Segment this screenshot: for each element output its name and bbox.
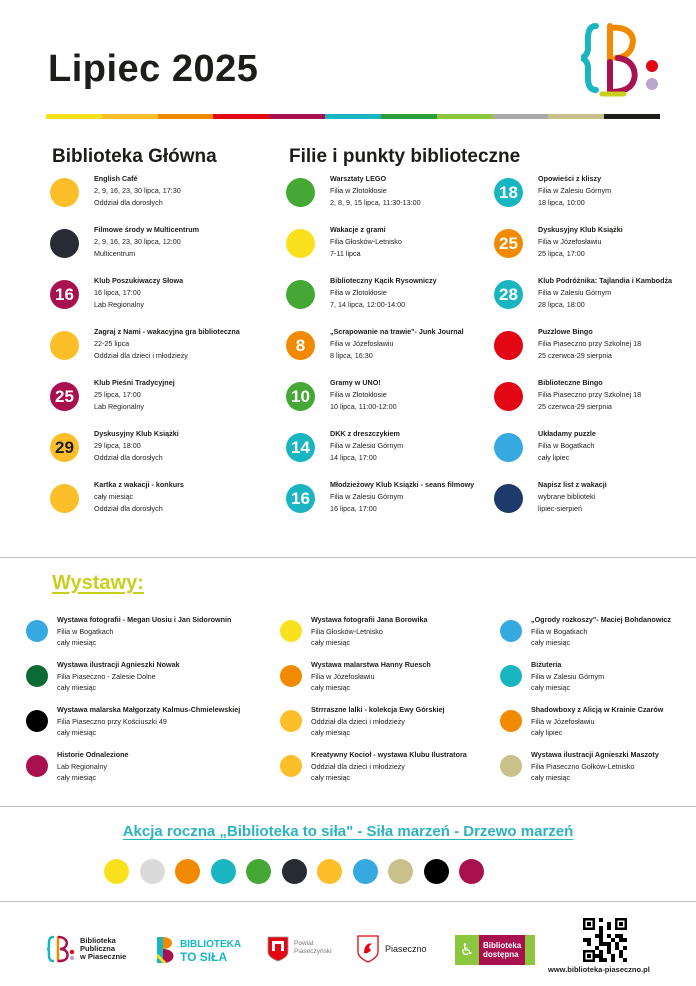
exhibition-line: Filia Piaseczno Gołków-Letnisko (531, 761, 635, 771)
exhibition-dot (280, 755, 302, 777)
exhibition-dot (26, 665, 48, 687)
event-line: cały miesiąc (94, 492, 134, 501)
exhibition-item[interactable] (500, 659, 604, 694)
event-item[interactable] (50, 428, 179, 464)
event-item[interactable] (286, 428, 403, 464)
event-line: 2, 9, 16, 23, 30 lipca, 12:00 (94, 237, 181, 246)
event-name: Dyskusyjny Klub Książki (538, 225, 623, 234)
exhibition-item[interactable] (280, 704, 444, 739)
event-details (330, 479, 474, 515)
event-date-dot: 14 (286, 433, 315, 462)
piaseczno-coat-of-arms-icon (357, 935, 379, 963)
event-details (538, 224, 623, 260)
event-date-dot: 25 (494, 229, 523, 258)
stripe-segment (158, 114, 214, 119)
exhibition-name: Historie Odnalezione (57, 750, 129, 759)
campaign-dot (175, 859, 200, 884)
event-details (330, 326, 464, 362)
footer-logo-library[interactable] (80, 937, 126, 961)
exhibition-line: cały lipiec (531, 728, 563, 737)
event-name: Klub Pieśni Tradycyjnej (94, 378, 175, 387)
exhibition-details (311, 749, 467, 784)
event-line: Oddział dla dzieci i młodzieży (94, 351, 188, 360)
event-line: Filia w Złotokłosie (330, 288, 387, 297)
exhibition-line: cały miesiąc (531, 773, 571, 782)
event-item[interactable] (494, 377, 641, 413)
exhibition-details (57, 614, 231, 649)
logo-text-line: Piaseczyński (294, 948, 332, 955)
stripe-segment (604, 114, 660, 119)
exhibition-details (57, 704, 240, 739)
event-date-dot (286, 280, 315, 309)
exhibition-item[interactable] (280, 659, 431, 694)
campaign-dot (140, 859, 165, 884)
stripe-segment (269, 114, 325, 119)
event-name: Warsztaty LEGO (330, 174, 387, 183)
event-name: Młodzieżowy Klub Książki - seans filmowy (330, 480, 475, 489)
event-date-dot (50, 331, 79, 360)
website-url[interactable]: www.biblioteka-piaseczno.pl (548, 965, 650, 974)
event-details (330, 224, 402, 260)
event-line: 16 lipca, 17:00 (330, 504, 377, 513)
event-line: Filia Piaseczno przy Szkolnej 18 (538, 339, 642, 348)
event-item[interactable] (50, 275, 183, 311)
exhibition-item[interactable] (500, 614, 671, 649)
exhibition-line: Filia Głosków-Letnisko (311, 626, 383, 636)
event-line: Filia w Bogatkach (538, 441, 595, 450)
biblioteka-to-sila-logo-icon (155, 935, 179, 965)
event-item[interactable] (494, 428, 596, 464)
event-line: 25 lipca, 17:00 (94, 390, 141, 399)
event-name: Biblioteczny Kącik Rysowniczy (330, 276, 437, 285)
event-line: Oddział dla dorosłych (94, 453, 163, 462)
exhibition-item[interactable] (280, 614, 428, 649)
stripe-segment (102, 114, 158, 119)
event-line: Filia Piaseczno przy Szkolnej 18 (538, 390, 642, 399)
exhibition-name: Kreatywny Kocioł - wystawa Klubu Ilustratora (311, 750, 467, 759)
exhibition-details (57, 749, 129, 784)
event-details (330, 173, 421, 209)
exhibition-line: cały miesiąc (57, 773, 97, 782)
campaign-dot (459, 859, 484, 884)
qr-code-icon[interactable] (583, 918, 627, 962)
exhibition-line: Filia w Bogatkach (57, 626, 114, 636)
event-date-dot: 29 (50, 433, 79, 462)
campaign-dot (424, 859, 449, 884)
event-line: cały lipiec (538, 453, 570, 462)
event-item[interactable] (286, 275, 437, 311)
event-details (94, 377, 175, 413)
divider (0, 901, 696, 902)
campaign-dot (246, 859, 271, 884)
event-details (538, 479, 607, 515)
event-date-dot: 16 (286, 484, 315, 513)
event-date-dot (494, 331, 523, 360)
event-details (330, 275, 437, 311)
event-date-dot: 28 (494, 280, 523, 309)
event-details (94, 224, 199, 260)
logo-text-line: BIBLIOTEKA (180, 939, 242, 950)
event-details (330, 428, 403, 464)
logo-text-line: w Piasecznie (80, 952, 127, 961)
event-name: Napisz list z wakacji (538, 480, 607, 489)
event-line: lipiec-sierpień (538, 504, 582, 513)
exhibition-line: Oddział dla dzieci i młodzieży (311, 761, 405, 771)
exhibition-item[interactable] (500, 749, 659, 784)
exhibition-line: Filia Piaseczno - Zalesie Dolne (57, 671, 156, 681)
exhibition-name: Wystawa fotografii - Megan Uosiu i Jan Sidorownin (57, 615, 232, 624)
exhibition-dot (26, 620, 48, 642)
event-name: DKK z dreszczykiem (330, 429, 400, 438)
exhibition-details (311, 614, 428, 649)
event-item[interactable] (286, 377, 397, 413)
annual-campaign-link[interactable]: Akcja roczna „Biblioteka to siła" - Siła marzeń - Drzewo marzeń (122, 823, 574, 840)
event-line: Filia w Złotokłosie (330, 390, 387, 399)
exhibition-details (531, 704, 663, 739)
stripe-segment (46, 114, 102, 119)
exhibition-line: cały miesiąc (311, 728, 351, 737)
event-details (94, 428, 179, 464)
event-line: 28 lipca, 18:00 (538, 300, 585, 309)
exhibition-line: cały miesiąc (311, 638, 351, 647)
campaign-dot (353, 859, 378, 884)
exhibition-line: cały miesiąc (531, 683, 571, 692)
event-item[interactable] (50, 224, 199, 260)
event-line: Filia w Józefosławiu (538, 237, 602, 246)
event-details (538, 377, 641, 413)
event-line: Filia w Zalesiu Górnym (330, 441, 404, 450)
exhibition-dot (500, 755, 522, 777)
event-name: Klub Podróżnika: Tajlandia i Kambodża (538, 276, 673, 285)
exhibition-dot (26, 755, 48, 777)
stripe-segment (437, 114, 493, 119)
exhibition-item[interactable] (280, 749, 467, 784)
exhibition-line: cały miesiąc (57, 728, 97, 737)
campaign-dots (104, 859, 484, 884)
main-library-heading: Biblioteka Główna (52, 146, 217, 167)
footer-logo-powiat[interactable] (294, 940, 332, 956)
event-item[interactable] (50, 326, 240, 362)
event-line: Oddział dla dorosłych (94, 198, 163, 207)
event-item[interactable] (494, 326, 641, 362)
event-name: Puzzlowe Bingo (538, 327, 593, 336)
logo-text-line: Biblioteka (483, 941, 522, 950)
event-date-dot (50, 178, 79, 207)
exhibition-name: Wystawa malarstwa Hanny Ruesch (311, 660, 431, 669)
event-details (538, 326, 641, 362)
exhibition-dot (500, 710, 522, 732)
exhibition-details (531, 749, 659, 784)
event-date-dot (494, 433, 523, 462)
event-line: 10 lipca, 11:00-12:00 (330, 402, 397, 411)
event-line: 25 lipca, 17:00 (538, 249, 585, 258)
event-date-dot: 16 (50, 280, 79, 309)
footer-logo-to-sila[interactable] (180, 939, 241, 963)
event-item[interactable] (50, 377, 175, 413)
event-date-dot (50, 229, 79, 258)
exhibition-line: Filia w Bogatkach (531, 626, 588, 636)
exhibition-item[interactable] (26, 749, 129, 784)
exhibition-line: Lab Regionalny (57, 761, 107, 771)
event-details (538, 428, 596, 464)
event-line: 14 lipca, 17:00 (330, 453, 377, 462)
event-name: Zagraj z Nami - wakacyjna gra biblioteczna (94, 327, 240, 336)
event-name: „Scrapowanie na trawie"- Junk Journal (330, 327, 464, 336)
exhibition-dot (280, 665, 302, 687)
logo-text-line: Powiat (294, 940, 314, 947)
logo-text-line: Biblioteka (80, 936, 116, 945)
exhibition-dot (26, 710, 48, 732)
event-details (538, 173, 611, 209)
exhibition-dot (280, 710, 302, 732)
event-item[interactable] (50, 479, 184, 515)
stripe-segment (213, 114, 269, 119)
event-item[interactable] (50, 173, 181, 209)
event-details (94, 479, 184, 515)
event-line: 25 czerwca-29 sierpnia (538, 351, 612, 360)
exhibition-details (531, 659, 604, 694)
event-line: 16 lipca, 17:00 (94, 288, 141, 297)
exhibition-name: Shadowboxy z Alicją w Krainie Czarów (531, 705, 664, 714)
event-details (94, 275, 183, 311)
exhibition-name: Wystawa ilustracji Agnieszki Nowak (57, 660, 180, 669)
event-line: 7, 14 lipca, 12:00-14:00 (330, 300, 406, 309)
campaign-dot (317, 859, 342, 884)
event-name: Wakacje z grami (330, 225, 386, 234)
exhibition-line: cały miesiąc (57, 638, 97, 647)
logo-text-line: dostępna (483, 950, 519, 959)
exhibition-details (311, 659, 431, 694)
exhibition-details (311, 704, 444, 739)
powiat-coat-of-arms-icon (267, 936, 289, 962)
event-item[interactable] (494, 275, 672, 311)
event-date-dot: 10 (286, 382, 315, 411)
exhibition-name: Biżuteria (531, 660, 562, 669)
event-date-dot (494, 484, 523, 513)
exhibition-item[interactable] (26, 614, 231, 649)
exhibition-dot (500, 620, 522, 642)
event-line: Multicentrum (94, 249, 136, 258)
campaign-dot (388, 859, 413, 884)
exhibition-line: cały miesiąc (531, 638, 571, 647)
event-item[interactable] (286, 224, 402, 260)
event-line: 2, 9, 16, 23, 30 lipca, 17:30 (94, 186, 181, 195)
event-line: 7-11 lipca (330, 249, 361, 258)
event-line: Lab Regionalny (94, 402, 144, 411)
event-date-dot: 8 (286, 331, 315, 360)
exhibition-item[interactable] (26, 704, 240, 739)
logo-text-line: TO SIŁA (180, 950, 228, 964)
logo-text-line: Publiczna (80, 944, 116, 953)
exhibition-line: Oddział dla dzieci i młodzieży (311, 716, 405, 726)
event-line: 2, 8, 9, 15 lipca, 11:30-13:00 (330, 198, 421, 207)
event-details (94, 173, 181, 209)
page-title: Lipiec 2025 (48, 48, 259, 90)
event-line: 29 lipca, 18:00 (94, 441, 141, 450)
exhibition-line: cały miesiąc (311, 773, 351, 782)
exhibition-name: Wystawa fotografii Jana Borowika (311, 615, 428, 624)
exhibition-details (531, 614, 671, 649)
event-item[interactable] (286, 173, 421, 209)
divider (0, 557, 696, 558)
color-stripe (46, 114, 660, 119)
exhibition-name: „Ogrody rozkoszy"- Maciej Bohdanowicz (531, 615, 671, 624)
exhibition-name: Wystawa ilustracji Agnieszki Maszoty (531, 750, 659, 759)
event-details (330, 377, 397, 413)
stripe-segment (548, 114, 604, 119)
event-name: Układamy puzzle (538, 429, 596, 438)
event-line: Filia w Zalesiu Górnym (330, 492, 404, 501)
event-date-dot (286, 229, 315, 258)
campaign-dot (282, 859, 307, 884)
event-date-dot: 25 (50, 382, 79, 411)
event-item[interactable] (286, 479, 474, 515)
event-line: Lab Regionalny (94, 300, 144, 309)
event-item[interactable] (494, 479, 607, 515)
event-line: Filia Głosków-Letnisko (330, 237, 402, 246)
event-line: 25 czerwca-29 sierpnia (538, 402, 612, 411)
stripe-segment (325, 114, 381, 119)
exhibition-dot (280, 620, 302, 642)
event-line: Filia w Józefosławiu (330, 339, 394, 348)
event-name: English Café (94, 174, 138, 183)
event-line: 18 lipca, 10:00 (538, 198, 585, 207)
campaign-dot (211, 859, 236, 884)
branches-heading: Filie i punkty biblioteczne (289, 146, 521, 167)
exhibition-line: cały miesiąc (311, 683, 351, 692)
event-name: Gramy w UNO! (330, 378, 381, 387)
event-line: Filia w Zalesiu Górnym (538, 186, 612, 195)
event-date-dot (494, 382, 523, 411)
stripe-segment (493, 114, 549, 119)
event-name: Opowieści z kliszy (538, 174, 602, 183)
exhibition-line: Filia w Józefosławiu (531, 716, 595, 726)
accessible-text (479, 935, 525, 965)
event-item[interactable] (286, 326, 464, 362)
event-name: Dyskusyjny Klub Książki (94, 429, 179, 438)
event-name: Filmowe środy w Multicentrum (94, 225, 200, 234)
event-line: Filia w Zalesiu Górnym (538, 288, 612, 297)
event-date-dot (286, 178, 315, 207)
event-details (538, 275, 672, 311)
exhibition-line: Filia Piaseczno przy Kościuszki 49 (57, 716, 167, 726)
stripe-segment (381, 114, 437, 119)
exhibition-name: Strrraszne lalki - kolekcja Ewy Górskiej (311, 705, 445, 714)
exhibition-line: cały miesiąc (57, 683, 97, 692)
event-details (94, 326, 240, 362)
campaign-dot (104, 859, 129, 884)
exhibition-line: Filia w Zalesiu Górnym (531, 671, 605, 681)
footer-logo-piaseczno[interactable]: Piaseczno (385, 944, 427, 954)
event-item[interactable] (494, 173, 611, 209)
exhibition-dot (500, 665, 522, 687)
event-name: Kartka z wakacji - konkurs (94, 480, 184, 489)
event-line: Oddział dla dorosłych (94, 504, 163, 513)
event-date-dot: 18 (494, 178, 523, 207)
exhibitions-heading: Wystawy: (52, 572, 144, 594)
library-logo-small-icon (46, 934, 76, 964)
exhibition-line: Filia w Józefosławiu (311, 671, 375, 681)
wheelchair-icon: ♿ (459, 942, 475, 959)
event-line: 8 lipca, 16:30 (330, 351, 373, 360)
event-name: Klub Poszukiwaczy Słowa (94, 276, 184, 285)
library-logo-icon (580, 20, 664, 100)
exhibition-details (57, 659, 180, 694)
divider (0, 806, 696, 807)
event-line: wybrane biblioteki (538, 492, 596, 501)
exhibition-item[interactable] (26, 659, 180, 694)
exhibition-item[interactable] (500, 704, 663, 739)
event-name: Biblioteczne Bingo (538, 378, 603, 387)
footer-logo-accessible[interactable] (455, 935, 535, 965)
event-item[interactable] (494, 224, 623, 260)
event-line: Filia w Złotokłosie (330, 186, 387, 195)
exhibition-name: Wystawa malarska Małgorzaty Kalmus-Chmielewskiej (57, 705, 241, 714)
event-line: 22-25 lipca (94, 339, 130, 348)
event-date-dot (50, 484, 79, 513)
